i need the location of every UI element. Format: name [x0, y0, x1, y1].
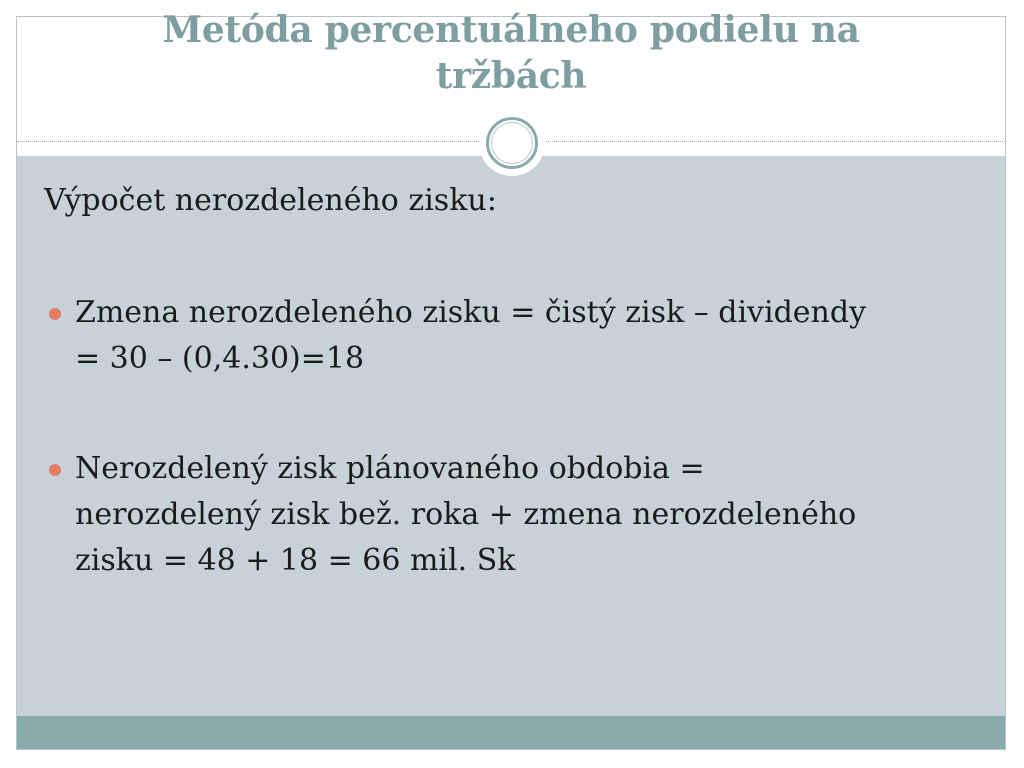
bullet-1-line-2: = 30 – (0,4.30)=18 [75, 341, 365, 376]
bullet-1-line-1: Zmena nerozdeleného zisku = čistý zisk – dividendy [75, 295, 867, 330]
bullet-2-line-2: nerozdelený zisk bež. roka + zmena nerozdeleného [75, 497, 857, 532]
bullet-2-line-1: Nerozdelený zisk plánovaného obdobia = [75, 451, 705, 486]
bullet-dot-icon [49, 308, 61, 320]
intro-text: Výpočet nerozdeleného zisku: [44, 183, 497, 218]
title-line-2: tržbách [435, 55, 587, 97]
bullet-item-2 [75, 446, 975, 584]
bullet-dot-icon [49, 464, 61, 476]
circle-ornament-inner [491, 122, 533, 164]
content-area [17, 156, 1005, 716]
title-line-1: Metóda percentuálneho podielu na [162, 9, 860, 51]
footer-bar [17, 716, 1005, 749]
bullet-2-line-3: zisku = 48 + 18 = 66 mil. Sk [75, 543, 516, 578]
bullet-item-1 [75, 290, 975, 382]
slide-title [17, 7, 1005, 99]
